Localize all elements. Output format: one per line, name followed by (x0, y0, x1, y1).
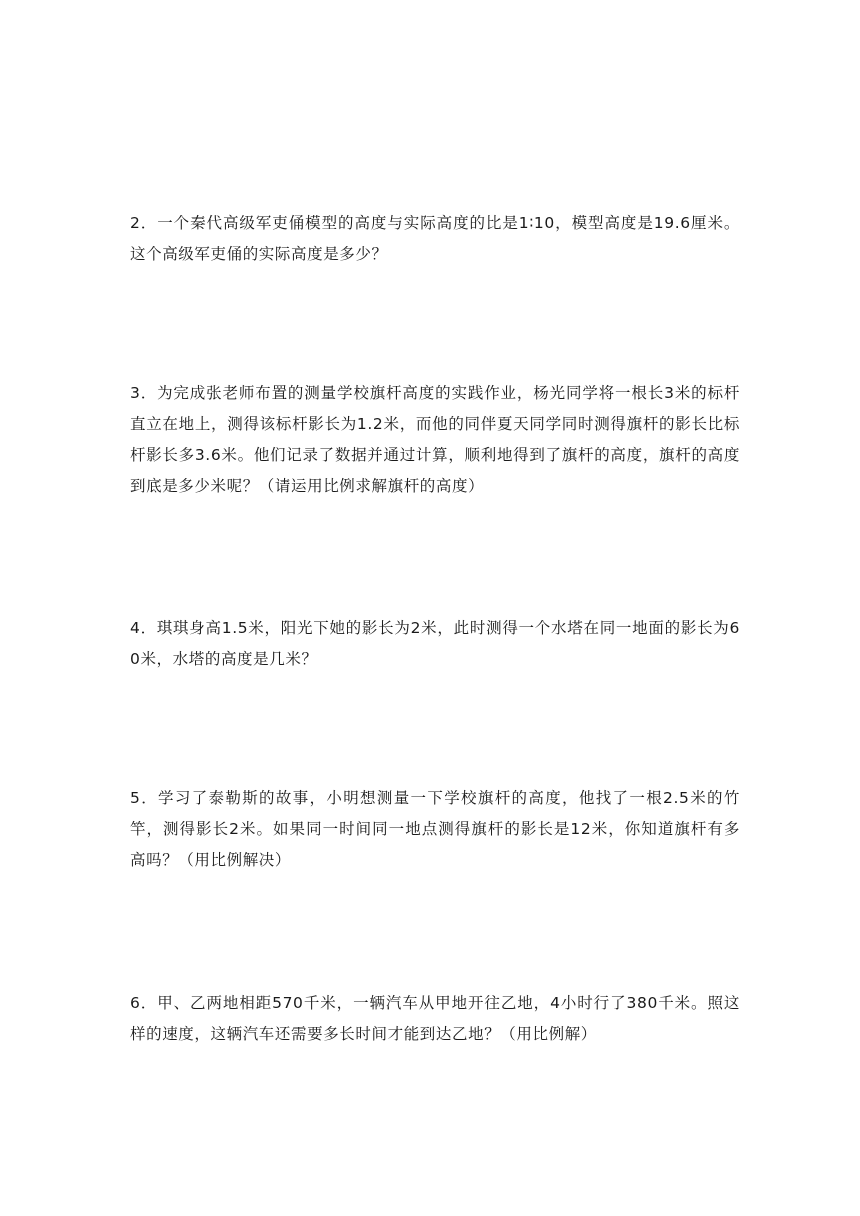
problem-5: 5．学习了泰勒斯的故事，小明想测量一下学校旗杆的高度，他找了一根2.5米的竹竿，测得影长2米。如果同一时间同一地点测得旗杆的影长是12米，你知道旗杆有多高吗？（用比例解决） (130, 789, 740, 869)
problem-3: 3．为完成张老师布置的测量学校旗杆高度的实践作业，杨光同学将一根长3米的标杆直立在地上，测得该标杆影长为1.2米，而他的同伴夏天同学同时测得旗杆的影长比标杆影长多3.6米。他们记录了数据并通过计算，顺利地得到了旗杆的高度，旗杆的高度到底是多少米呢？（请运用比例求解旗杆的高度） (130, 384, 740, 495)
problem-2: 2．一个秦代高级军吏俑模型的高度与实际高度的比是1∶10，模型高度是19.6厘米。这个高级军吏俑的实际高度是多少？ (130, 214, 740, 263)
problem-6: 6．甲、乙两地相距570千米，一辆汽车从甲地开往乙地，4小时行了380千米。照这样的速度，这辆汽车还需要多长时间才能到达乙地？（用比例解） (130, 994, 740, 1043)
problem-4: 4．琪琪身高1.5米，阳光下她的影长为2米，此时测得一个水塔在同一地面的影长为60米，水塔的高度是几米？ (130, 619, 740, 668)
